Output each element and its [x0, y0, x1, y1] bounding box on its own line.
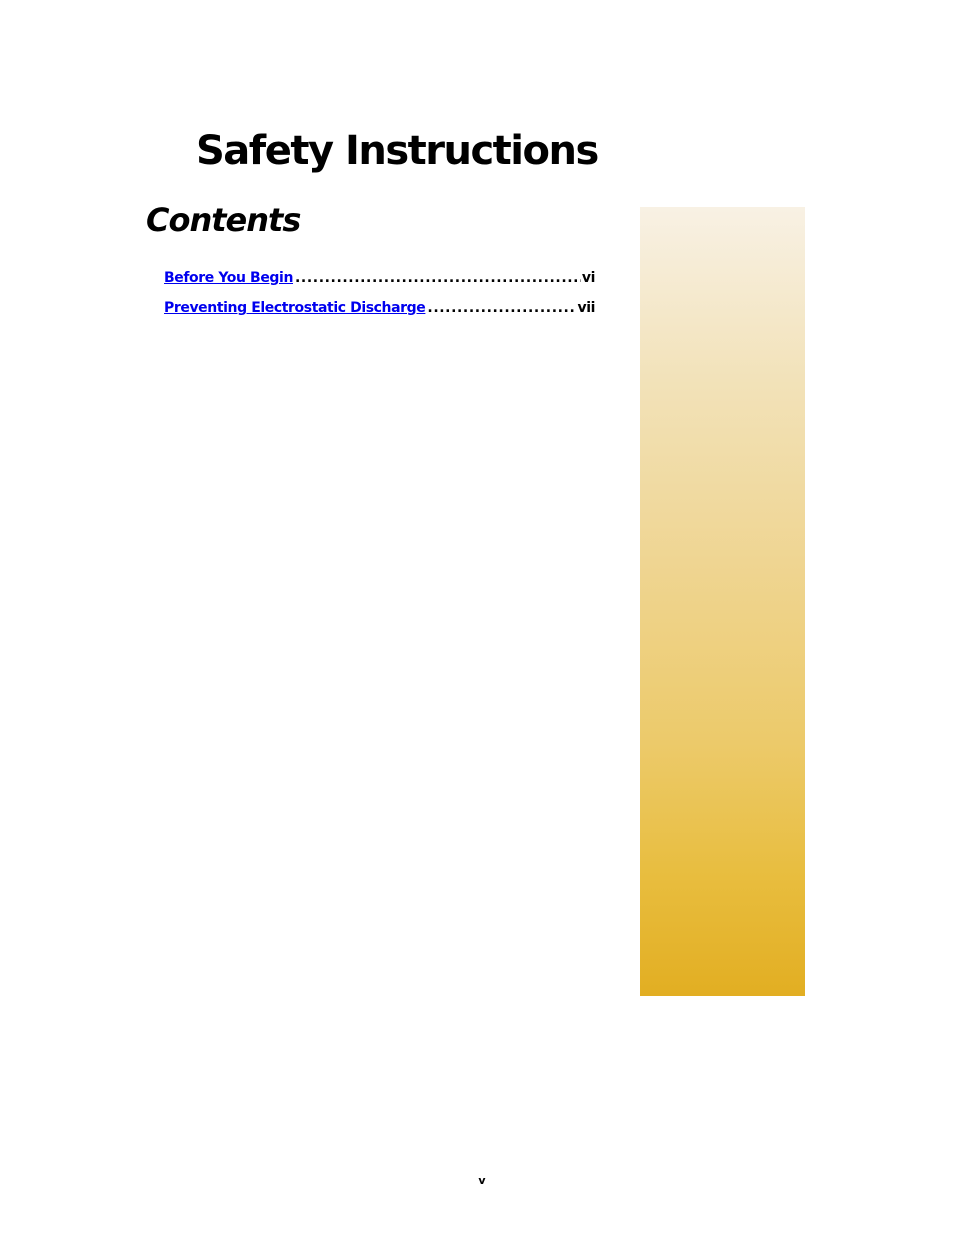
toc-link-preventing-electrostatic-discharge[interactable]: Preventing Electrostatic Discharge	[164, 300, 426, 316]
toc-page-number: vi	[581, 270, 595, 286]
page-number: v	[478, 1174, 486, 1187]
toc-dot-leader	[427, 300, 576, 316]
table-of-contents	[164, 270, 595, 330]
toc-page-number: vii	[577, 300, 595, 316]
toc-entry-preventing-electrostatic-discharge	[164, 300, 595, 330]
toc-link-before-you-begin[interactable]: Before You Begin	[164, 270, 294, 286]
chapter-title: Safety Instructions	[196, 128, 598, 174]
contents-heading: Contents	[146, 201, 301, 239]
toc-dot-leader	[295, 270, 581, 286]
decorative-gradient-sidebar	[640, 207, 805, 996]
toc-entry-before-you-begin	[164, 270, 595, 300]
